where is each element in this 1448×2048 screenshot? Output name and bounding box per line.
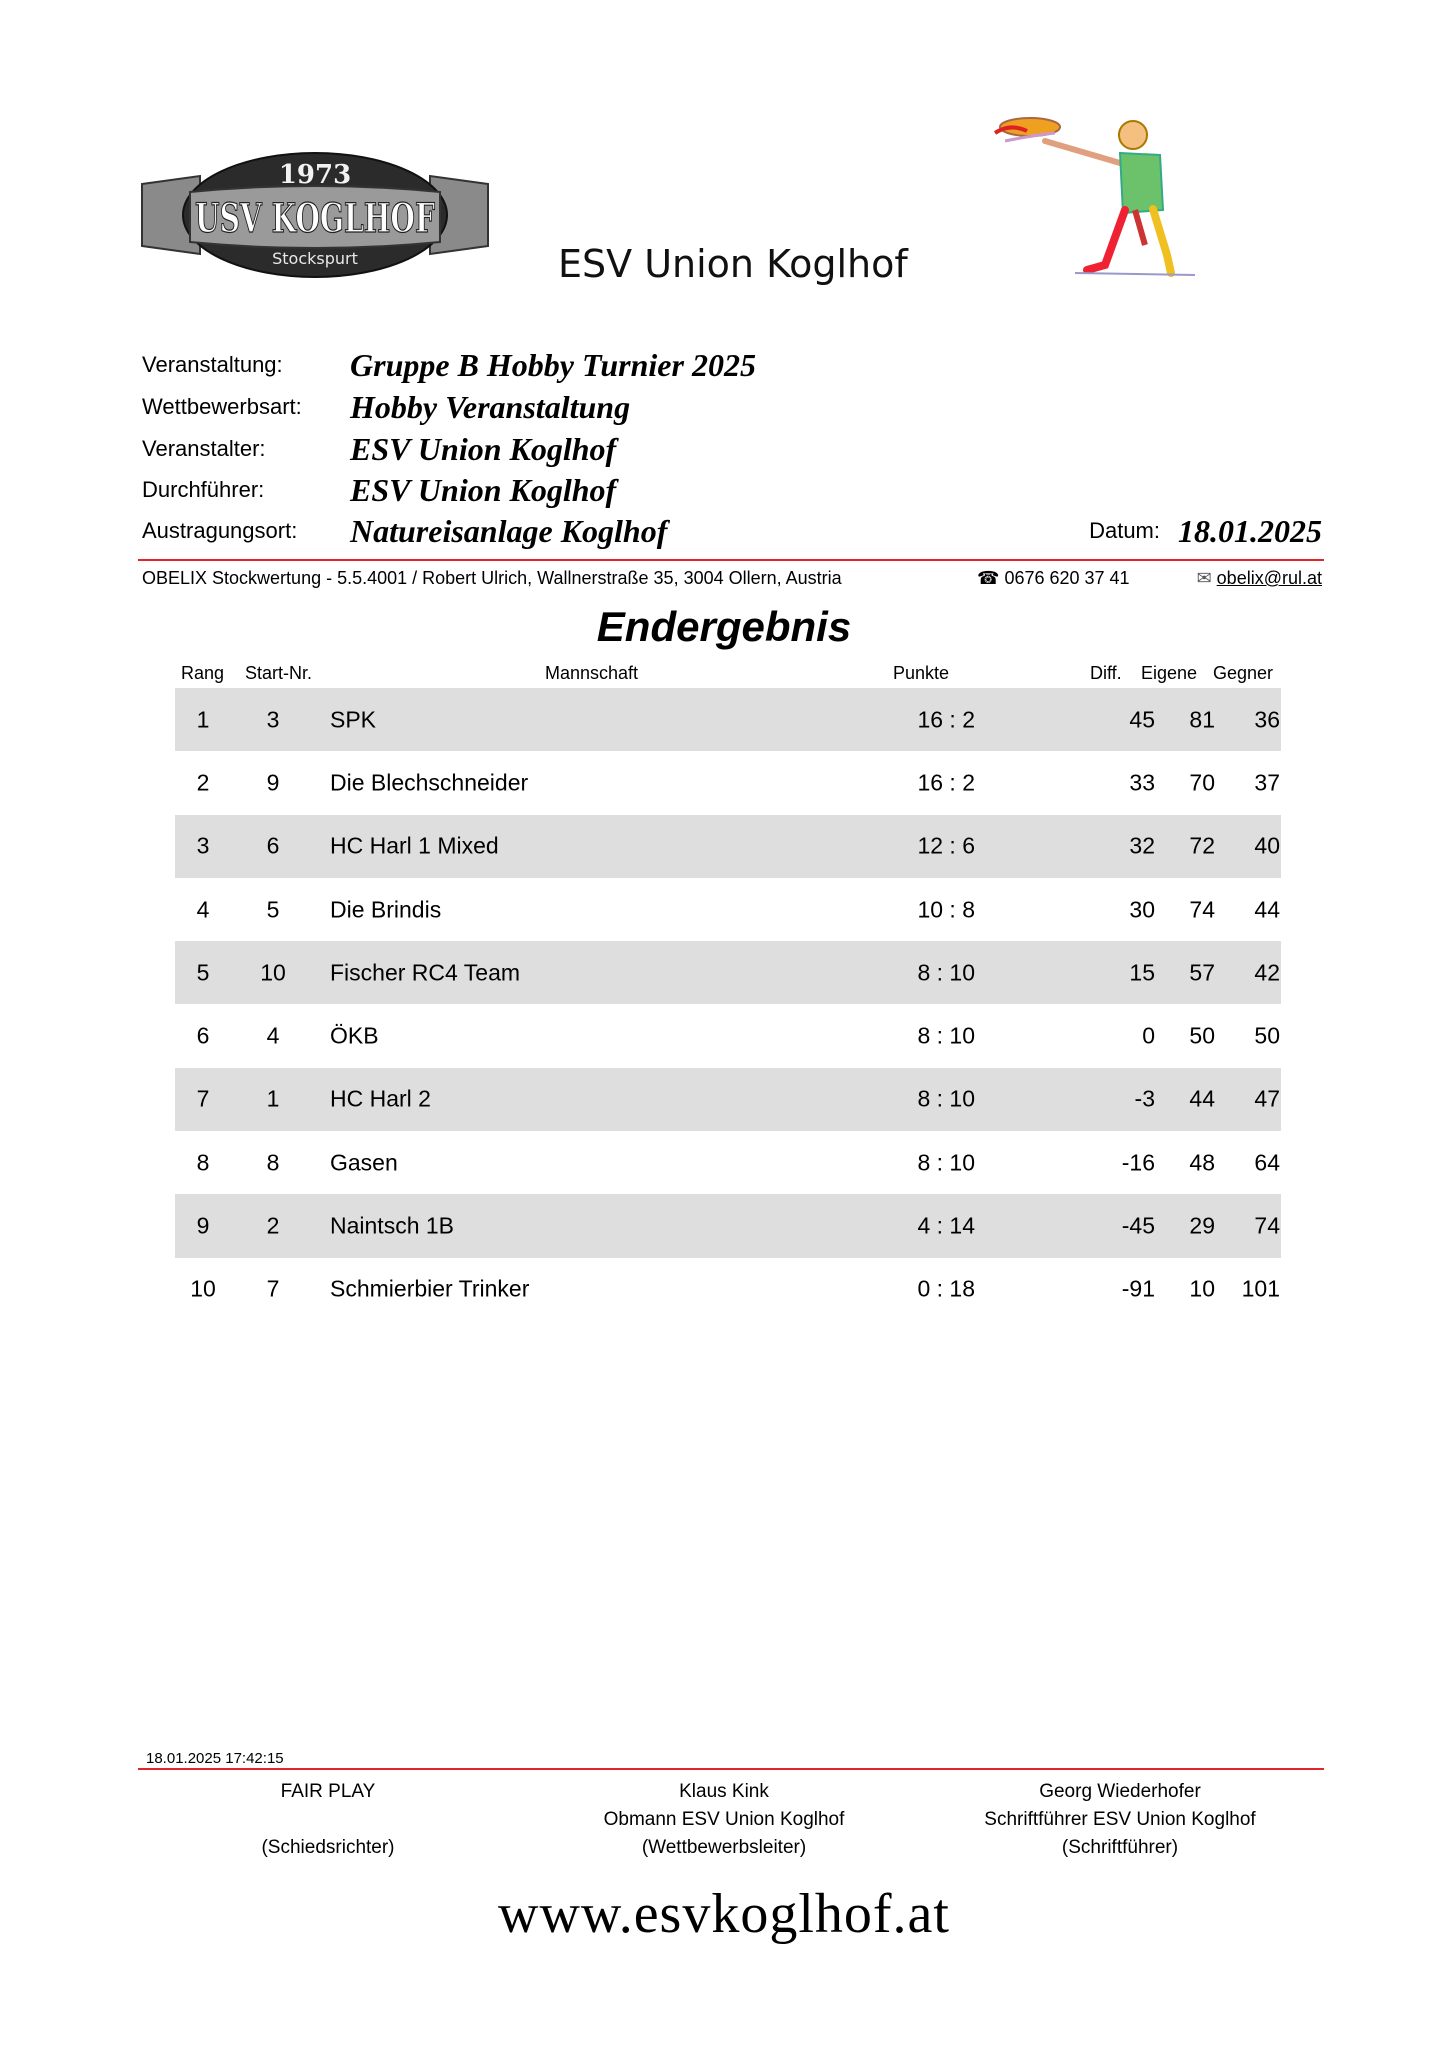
cell-punkte: 16 : 2 <box>917 706 975 733</box>
cell-punkte: 16 : 2 <box>917 769 975 796</box>
cell-diff: 15 <box>1129 959 1155 986</box>
cell-rang: 7 <box>196 1085 210 1112</box>
lead-role: (Wettbewerbsleiter) <box>641 1837 807 1858</box>
cell-gegner: 36 <box>1254 706 1280 733</box>
cell-team: HC Harl 2 <box>330 1085 431 1112</box>
logo-year: 1973 <box>278 160 352 190</box>
results-table <box>175 688 1281 1321</box>
cell-start: 2 <box>266 1212 280 1239</box>
secretary-name: Georg Wiederhofer <box>1039 1781 1201 1802</box>
club-title: ESV Union Koglhof <box>558 242 908 286</box>
result-title: Endergebnis <box>596 603 852 650</box>
cell-eigene: 48 <box>1189 1149 1215 1176</box>
cell-gegner: 40 <box>1254 832 1280 859</box>
secretary-title: Schriftführer ESV Union Koglhof <box>984 1809 1256 1830</box>
cell-punkte: 8 : 10 <box>917 959 975 986</box>
table-row <box>175 878 1281 941</box>
logo-name: USV KOGLHOF <box>195 195 435 242</box>
cell-rang: 4 <box>196 896 210 923</box>
table-row <box>175 1258 1281 1321</box>
cell-team: Schmierbier Trinker <box>330 1275 530 1302</box>
cell-rang: 2 <box>196 769 210 796</box>
cell-start: 7 <box>266 1275 280 1302</box>
logo-sub: Stockspurt <box>272 249 358 268</box>
referee-title <box>148 1806 508 1834</box>
cell-eigene: 81 <box>1189 706 1215 733</box>
wettbewerbsart-label: Wettbewerbsart: <box>142 394 302 419</box>
cell-rang: 3 <box>196 832 210 859</box>
phone-icon: ☎ <box>977 568 1000 588</box>
cell-gegner: 50 <box>1254 1022 1280 1049</box>
info-austragungsort <box>142 512 1322 552</box>
cell-diff: 30 <box>1129 896 1155 923</box>
cell-punkte: 12 : 6 <box>917 832 975 859</box>
lead-name: Klaus Kink <box>679 1781 769 1802</box>
footer-divider <box>138 1768 1324 1770</box>
veranstaltung-label: Veranstaltung: <box>142 352 283 377</box>
cell-team: SPK <box>330 706 377 733</box>
cell-punkte: 0 : 18 <box>917 1275 975 1302</box>
cell-team: Gasen <box>330 1149 398 1176</box>
print-timestamp: 18.01.2025 17:42:15 <box>146 1750 284 1767</box>
signature-competition-lead <box>544 1778 904 1862</box>
cell-team: ÖKB <box>330 1022 379 1049</box>
cell-eigene: 70 <box>1189 769 1215 796</box>
cell-rang: 10 <box>190 1275 216 1302</box>
signature-referee <box>148 1778 508 1862</box>
cell-rang: 6 <box>196 1022 210 1049</box>
table-row <box>175 1004 1281 1067</box>
austragungsort-value: Natureisanlage Koglhof <box>350 513 668 549</box>
cell-team: Die Blechschneider <box>330 769 529 796</box>
cell-start: 10 <box>260 959 286 986</box>
cell-eigene: 29 <box>1189 1212 1215 1239</box>
phone-number: 0676 620 37 41 <box>1004 568 1130 588</box>
table-row <box>175 1194 1281 1257</box>
cell-start: 1 <box>266 1085 280 1112</box>
email-link[interactable]: obelix@rul.at <box>1216 568 1322 588</box>
cell-start: 8 <box>266 1149 280 1176</box>
cell-diff: -45 <box>1121 1212 1155 1239</box>
cell-gegner: 37 <box>1254 769 1280 796</box>
cell-eigene: 10 <box>1189 1275 1215 1302</box>
cell-diff: 33 <box>1129 769 1155 796</box>
cell-eigene: 50 <box>1189 1022 1215 1049</box>
cell-gegner: 101 <box>1241 1275 1280 1302</box>
cell-start: 5 <box>266 896 280 923</box>
header-diff: Diff. <box>1090 663 1122 683</box>
cell-punkte: 4 : 14 <box>917 1212 975 1239</box>
veranstalter-value: ESV Union Koglhof <box>350 431 617 467</box>
info-veranstaltung <box>142 346 1322 386</box>
info-veranstalter <box>142 430 1322 470</box>
cell-gegner: 47 <box>1254 1085 1280 1112</box>
cell-diff: -3 <box>1134 1085 1155 1112</box>
cell-gegner: 64 <box>1254 1149 1280 1176</box>
cell-start: 4 <box>266 1022 280 1049</box>
cell-start: 6 <box>266 832 280 859</box>
datum-label: Datum: <box>1089 518 1160 543</box>
datum-value: 18.01.2025 <box>1178 513 1322 549</box>
cell-gegner: 74 <box>1254 1212 1280 1239</box>
cell-team: Die Brindis <box>330 896 442 923</box>
cell-punkte: 8 : 10 <box>917 1022 975 1049</box>
cell-eigene: 74 <box>1189 896 1215 923</box>
header-start: Start-Nr. <box>245 663 313 683</box>
cell-eigene: 57 <box>1189 959 1215 986</box>
cell-diff: -91 <box>1121 1275 1155 1302</box>
obelix-line <box>142 568 1322 594</box>
table-row <box>175 751 1281 814</box>
wettbewerbsart-value: Hobby Veranstaltung <box>350 389 631 425</box>
cell-diff: 0 <box>1142 1022 1155 1049</box>
lead-title: Obmann ESV Union Koglhof <box>603 1809 845 1830</box>
cell-eigene: 72 <box>1189 832 1215 859</box>
cell-gegner: 44 <box>1254 896 1280 923</box>
table-row <box>175 688 1281 751</box>
header-eigene: Eigene <box>1141 663 1198 683</box>
header-rang: Rang <box>181 663 225 683</box>
club-logo <box>140 150 490 280</box>
cell-rang: 1 <box>196 706 210 733</box>
cell-start: 9 <box>266 769 280 796</box>
table-row <box>175 815 1281 878</box>
envelope-icon: ✉ <box>1196 568 1212 588</box>
info-wettbewerbsart <box>142 388 1322 428</box>
referee-name: FAIR PLAY <box>280 1781 376 1802</box>
cell-team: Naintsch 1B <box>330 1212 455 1239</box>
website-link[interactable]: www.esvkoglhof.at <box>498 1883 950 1945</box>
obelix-text: OBELIX Stockwertung - 5.5.4001 / Robert Ulrich, Wallnerstraße 35, 3004 Ollern, Austria <box>142 568 842 588</box>
austragungsort-label: Austragungsort: <box>142 518 298 543</box>
cell-team: Fischer RC4 Team <box>330 959 521 986</box>
cell-eigene: 44 <box>1189 1085 1215 1112</box>
cell-punkte: 8 : 10 <box>917 1085 975 1112</box>
durchfuehrer-label: Durchführer: <box>142 477 265 502</box>
veranstaltung-value: Gruppe B Hobby Turnier 2025 <box>350 347 756 383</box>
secretary-role: (Schriftführer) <box>1061 1837 1179 1858</box>
header-punkte: Punkte <box>893 663 950 683</box>
stock-player-illustration-icon <box>975 105 1215 280</box>
cell-rang: 9 <box>196 1212 210 1239</box>
phone-contact <box>977 568 1130 589</box>
cell-start: 3 <box>266 706 280 733</box>
info-durchfuehrer <box>142 471 1322 511</box>
header-divider <box>138 559 1324 561</box>
cell-diff: 32 <box>1129 832 1155 859</box>
email-contact <box>1197 568 1322 589</box>
cell-punkte: 8 : 10 <box>917 1149 975 1176</box>
referee-role: (Schiedsrichter) <box>261 1837 395 1858</box>
header-team: Mannschaft <box>545 663 639 683</box>
cell-diff: -16 <box>1121 1149 1155 1176</box>
veranstalter-label: Veranstalter: <box>142 436 266 461</box>
cell-punkte: 10 : 8 <box>917 896 975 923</box>
durchfuehrer-value: ESV Union Koglhof <box>350 472 617 508</box>
cell-diff: 45 <box>1129 706 1155 733</box>
header-gegner: Gegner <box>1213 663 1274 683</box>
cell-team: HC Harl 1 Mixed <box>330 832 499 859</box>
table-row <box>175 1068 1281 1131</box>
cell-rang: 8 <box>196 1149 210 1176</box>
table-row <box>175 1131 1281 1194</box>
table-row <box>175 941 1281 1004</box>
signature-secretary <box>940 1778 1300 1862</box>
cell-rang: 5 <box>196 959 210 986</box>
table-header <box>175 663 1281 687</box>
cell-gegner: 42 <box>1254 959 1280 986</box>
